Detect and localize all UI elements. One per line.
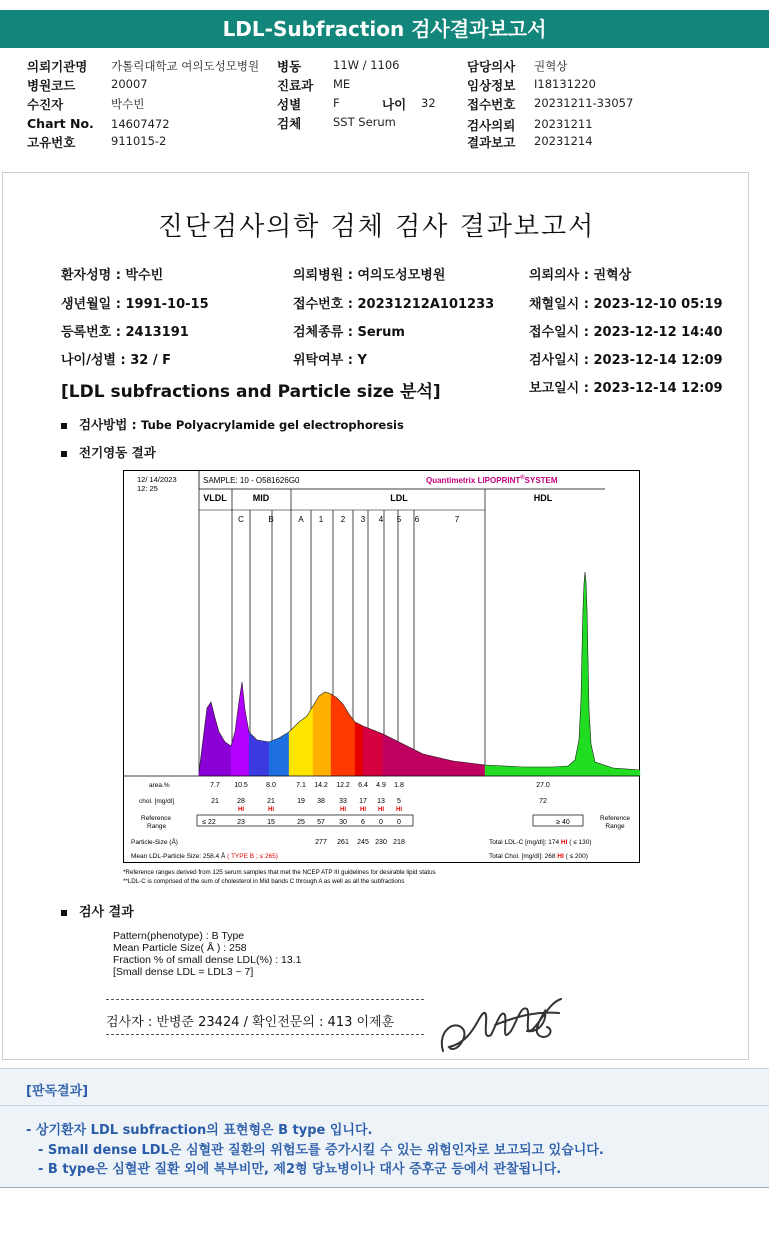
peak-segment [225, 742, 231, 776]
ref-value: 57 [317, 819, 325, 826]
result-line: Pattern(phenotype) : B Type [113, 930, 245, 942]
info-label: 수진자 [27, 97, 64, 112]
ref-value: 25 [297, 819, 305, 826]
info-value: SST Serum [333, 115, 396, 129]
method-label: 검사방법 : [79, 417, 142, 432]
hi-flag: HI [360, 807, 366, 813]
chol-value: 33 [339, 798, 347, 805]
ref-label: Range [147, 823, 167, 830]
interpretation-line: - 상기환자 LDL subfraction의 표현형은 B type 입니다. [26, 1123, 373, 1138]
peak-segment [553, 766, 568, 776]
hi-flag: HI [268, 807, 274, 813]
interpretation-line: - B type은 심혈관 질환 외에 복부비만, 제2형 당뇨병이나 대사 증후군 등에서 관찰됩니다. [38, 1162, 562, 1177]
electro-label: 전기영동 결과 [79, 445, 156, 460]
section-title: [LDL subfractions and Particle size 분석] [61, 382, 441, 402]
signature-divider [106, 999, 424, 1000]
bullet-icon [61, 910, 67, 916]
area-value: 27.0 [536, 782, 550, 789]
peak-segment [279, 732, 289, 776]
patient-field: 보고일시 : 2023-12-14 12:09 [529, 381, 723, 396]
result-line: Mean Particle Size( Å ) : 258 [113, 942, 247, 954]
electro-item [61, 443, 156, 461]
interpretation-title: [판독결과] [26, 1084, 89, 1099]
info-label: 나이 [382, 97, 407, 112]
interpretation-line: - Small dense LDL은 심혈관 질환의 위험도를 증가시킬 수 있는 위험인자로 보고되고 있습니다. [38, 1143, 604, 1158]
hi-flag: HI [378, 807, 384, 813]
peak-segment [363, 726, 373, 776]
peak-segment [319, 692, 325, 776]
info-label: Chart No. [27, 116, 94, 131]
band-label: 2 [340, 515, 346, 524]
peak-segment [349, 714, 355, 776]
group-label: VLDL [203, 493, 227, 503]
result-label: 검사 결과 [79, 905, 134, 920]
row-label: chol. [mg/dl] [139, 798, 175, 805]
particle-value: 261 [337, 839, 349, 846]
chol-value: 72 [539, 798, 547, 805]
area-value: 8.0 [266, 782, 276, 789]
chol-value: 21 [267, 798, 275, 805]
info-label: 임상정보 [467, 78, 516, 93]
ref-label: Range [605, 823, 625, 830]
signature-divider [106, 1034, 424, 1035]
mean-size: Mean LDL-Particle Size: 258.4 Å ( TYPE B ; ≤ 265) [131, 853, 278, 860]
peak-segment [331, 694, 337, 776]
total-ldl: Total LDL-C [mg/dl]: 174 HI ( ≤ 130) [489, 839, 592, 846]
report-title: 진단검사의학 검체 검사 결과보고서 [157, 212, 596, 242]
info-value: 14607472 [111, 117, 170, 131]
info-label: 결과보고 [467, 135, 516, 150]
chart-date: 12/ 14/2023 [137, 475, 177, 484]
band-label: A [298, 515, 304, 524]
chol-value: 19 [297, 798, 305, 805]
peak-segment [355, 722, 363, 776]
info-value: ME [333, 77, 351, 91]
patient-field: 환자성명 : 박수빈 [61, 268, 164, 283]
band-label: 4 [378, 515, 384, 524]
info-value: 가톨릭대학교 여의도성모병원 [111, 59, 260, 73]
info-label: 검체 [277, 116, 302, 131]
chol-value: 28 [237, 798, 245, 805]
ref-value: 0 [379, 819, 383, 826]
peak-segment [383, 734, 395, 776]
chol-value: 5 [397, 798, 401, 805]
result-line: [Small dense LDL = LDL3 ~ 7] [113, 966, 254, 978]
info-label: 의뢰기관명 [27, 59, 88, 74]
footnote: *Reference ranges derived from 125 serum samples that met the NCEP ATP III guidelines for desirable lipid status [123, 869, 436, 876]
peak-segment [337, 698, 343, 776]
info-value: 권혁상 [534, 59, 568, 73]
peak-segment [325, 692, 331, 776]
panel-divider [0, 1105, 769, 1106]
chart-time: 12: 25 [137, 484, 158, 493]
info-label: 담당의사 [467, 59, 516, 74]
group-label: HDL [533, 493, 553, 503]
footnote: **LDL-C is comprised of the sum of cholesterol in Mid bands C through A as well as all the subfractions [123, 878, 405, 885]
report-image [2, 172, 749, 1060]
result-line: Fraction % of small dense LDL(%) : 13.1 [113, 954, 302, 966]
signature-image [435, 991, 565, 1063]
info-label: 진료과 [277, 78, 314, 93]
particle-value: 218 [393, 839, 405, 846]
info-value: 11W / 1106 [333, 58, 400, 72]
patient-field: 나이/성별 : 32 / F [61, 353, 172, 368]
report-header: LDL-Subfraction 검사결과보고서 [0, 10, 769, 48]
chol-value: 17 [359, 798, 367, 805]
ref-value: ≤ 22 [202, 819, 216, 826]
patient-field: 채혈일시 : 2023-12-10 05:19 [529, 297, 723, 312]
info-label: 접수번호 [467, 97, 516, 112]
band-label: B [268, 515, 274, 524]
patient-field: 검사일시 : 2023-12-14 12:09 [529, 353, 723, 368]
ref-value: ≥ 40 [556, 819, 570, 826]
peak-segment [523, 767, 553, 776]
info-value: 20231211 [534, 117, 593, 131]
bullet-icon [61, 451, 67, 457]
row-label: area.% [149, 782, 170, 789]
chart-brand: Quantimetrix LIPOPRINT®SYSTEM [426, 475, 558, 485]
area-value: 4.9 [376, 782, 386, 789]
ref-label: Reference [141, 815, 171, 822]
band-label: 5 [396, 515, 402, 524]
info-value: 32 [421, 96, 436, 110]
hi-flag: HI [396, 807, 402, 813]
examiner-line: 검사자 : 반병준 23424 / 확인전문의 : 413 이제훈 [106, 1015, 395, 1030]
ref-value: 15 [267, 819, 275, 826]
chol-value: 21 [211, 798, 219, 805]
band-label: 7 [454, 515, 460, 524]
peak-segment [257, 740, 269, 776]
info-value: F [333, 96, 340, 110]
band-label: 6 [414, 515, 420, 524]
interpretation-panel [0, 1068, 769, 1188]
ref-value: 0 [397, 819, 401, 826]
area-value: 14.2 [314, 782, 328, 789]
info-value: 20007 [111, 77, 148, 91]
patient-field: 위탁여부 : Y [293, 353, 367, 368]
particle-label: Particle-Size (Å) [131, 839, 178, 846]
ref-value: 30 [339, 819, 347, 826]
particle-value: 277 [315, 839, 327, 846]
info-value: 20231214 [534, 134, 593, 148]
info-label: 병동 [277, 59, 302, 74]
patient-field: 등록번호 : 2413191 [61, 325, 189, 340]
peak-segment [269, 738, 279, 776]
patient-field: 의뢰병원 : 여의도성모병원 [293, 268, 446, 283]
info-value: 박수빈 [111, 97, 145, 111]
peak-segment [207, 702, 211, 776]
ref-label: Reference [600, 815, 630, 822]
peak-segment [584, 572, 585, 776]
result-item [61, 901, 134, 920]
area-value: 10.5 [234, 782, 248, 789]
method-value: Tube Polyacrylamide gel electrophoresis [141, 418, 404, 432]
info-label: 병원코드 [27, 78, 76, 93]
info-label: 고유번호 [27, 135, 76, 150]
total-chol: Total Chol. [mg/dl]: 268 HI ( ≤ 200) [489, 853, 588, 860]
band-label: C [238, 515, 244, 524]
patient-field: 접수번호 : 20231212A101233 [293, 297, 495, 312]
hi-flag: HI [238, 807, 244, 813]
group-label: LDL [390, 493, 408, 503]
patient-field: 검체종류 : Serum [293, 325, 405, 340]
area-value: 7.1 [296, 782, 306, 789]
patient-field: 의뢰의사 : 권혁상 [529, 268, 632, 283]
ref-value: 6 [361, 819, 365, 826]
band-label: 1 [318, 515, 324, 524]
method-item [61, 415, 404, 433]
peak-segment [299, 716, 307, 776]
info-label: 검사의뢰 [467, 118, 516, 133]
info-value: I18131220 [534, 77, 596, 91]
patient-field: 접수일시 : 2023-12-12 14:40 [529, 325, 723, 340]
ref-value: 23 [237, 819, 245, 826]
area-value: 1.8 [394, 782, 404, 789]
area-value: 12.2 [336, 782, 350, 789]
peak-segment [343, 704, 349, 776]
peak-segment [373, 730, 383, 776]
chart-sample: SAMPLE: 10 - O581626G0 [203, 476, 300, 485]
peak-segment [313, 696, 319, 776]
info-label: 성별 [277, 97, 302, 112]
band-label: 3 [360, 515, 366, 524]
info-value: 20231211-33057 [534, 96, 634, 110]
area-value: 6.4 [358, 782, 368, 789]
bullet-icon [61, 423, 67, 429]
lipoprint-chart [123, 470, 643, 890]
particle-value: 230 [375, 839, 387, 846]
patient-field: 생년월일 : 1991-10-15 [61, 297, 209, 312]
peak-segment [307, 706, 313, 776]
info-value: 911015-2 [111, 134, 167, 148]
area-value: 7.7 [210, 782, 220, 789]
particle-value: 245 [357, 839, 369, 846]
chol-value: 38 [317, 798, 325, 805]
peak-segment [585, 572, 586, 776]
chol-value: 13 [377, 798, 385, 805]
hi-flag: HI [340, 807, 346, 813]
group-label: MID [252, 493, 270, 503]
